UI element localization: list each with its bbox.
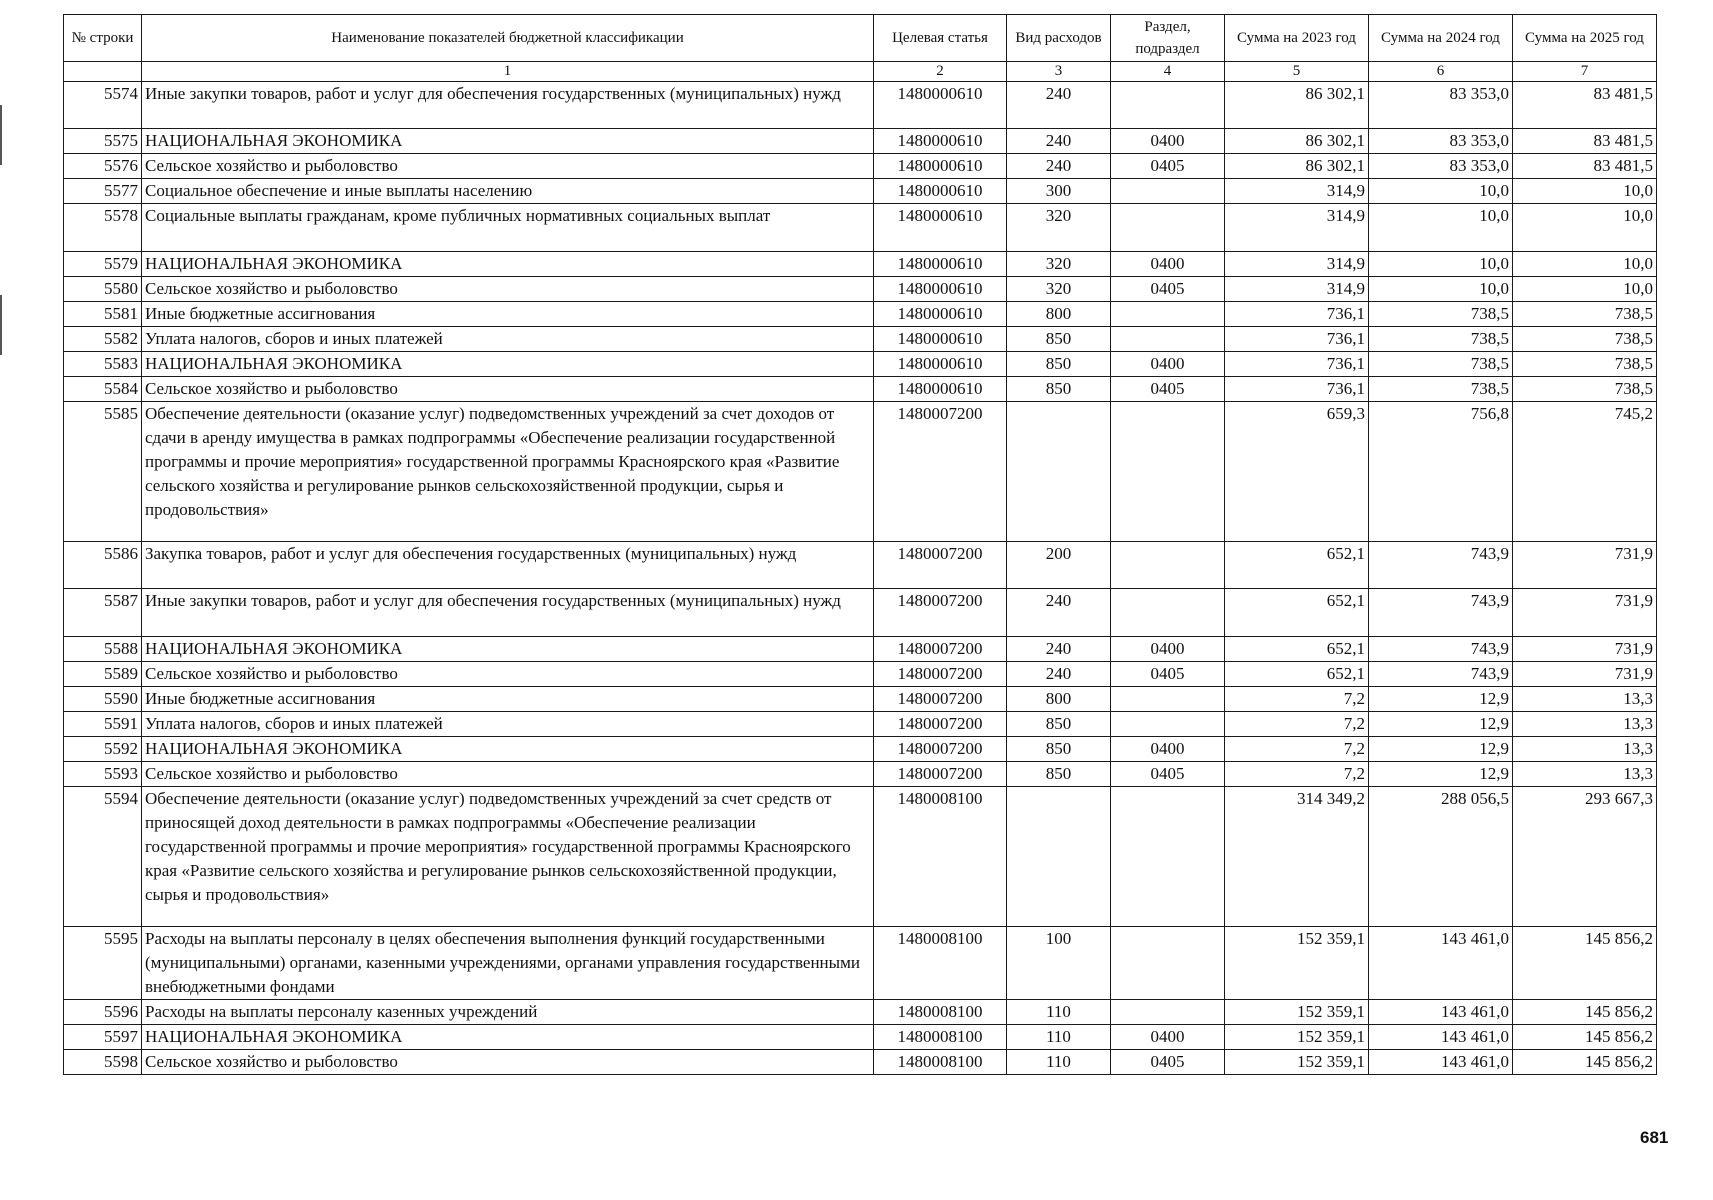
row-number-cell: 5581 [64,301,142,326]
indicator-name-cell: Иные бюджетные ассигнования [142,686,874,711]
expense-kind-cell: 800 [1007,301,1111,326]
column-number: 5 [1225,62,1369,82]
amount-2023-cell: 652,1 [1225,661,1369,686]
column-number: 1 [142,62,874,82]
expense-kind-cell: 300 [1007,179,1111,204]
amount-2023-cell: 86 302,1 [1225,129,1369,154]
amount-2023-cell: 314,9 [1225,204,1369,251]
indicator-name-cell: НАЦИОНАЛЬНАЯ ЭКОНОМИКА [142,351,874,376]
table-row [64,82,1657,129]
expense-kind-cell: 200 [1007,541,1111,588]
amount-2025-cell: 738,5 [1513,301,1657,326]
amount-2025-cell: 145 856,2 [1513,1049,1657,1074]
section-cell [1111,301,1225,326]
indicator-name-cell: Расходы на выплаты персоналу казенных учреждений [142,999,874,1024]
target-article-cell: 1480008100 [874,926,1007,999]
amount-2024-cell: 743,9 [1369,661,1513,686]
amount-2024-cell: 12,9 [1369,736,1513,761]
page-number: 681 [1640,1128,1669,1147]
amount-2025-cell: 10,0 [1513,179,1657,204]
header-section: Раздел, подраздел [1111,15,1225,62]
amount-2024-cell: 738,5 [1369,301,1513,326]
amount-2023-cell: 736,1 [1225,376,1369,401]
table-row [64,301,1657,326]
amount-2025-cell: 145 856,2 [1513,1024,1657,1049]
indicator-name-cell: Расходы на выплаты персоналу в целях обеспечения выполнения функций государственными (муниципальными) органами, казенными учреждениями, органами управления государственными внебюджетными фондами [142,926,874,999]
amount-2024-cell: 10,0 [1369,276,1513,301]
row-number-cell: 5579 [64,251,142,276]
expense-kind-cell: 850 [1007,376,1111,401]
table-row [64,736,1657,761]
column-number: 3 [1007,62,1111,82]
target-article-cell: 1480000610 [874,251,1007,276]
target-article-cell: 1480007200 [874,541,1007,588]
row-number-cell: 5584 [64,376,142,401]
amount-2025-cell: 731,9 [1513,589,1657,636]
row-number-cell: 5583 [64,351,142,376]
amount-2024-cell: 743,9 [1369,541,1513,588]
amount-2023-cell: 736,1 [1225,301,1369,326]
amount-2023-cell: 314,9 [1225,276,1369,301]
expense-kind-cell: 240 [1007,589,1111,636]
table-row [64,589,1657,636]
table-row [64,401,1657,541]
target-article-cell: 1480008100 [874,1049,1007,1074]
amount-2023-cell: 152 359,1 [1225,1049,1369,1074]
row-number-cell: 5585 [64,401,142,541]
table-row [64,686,1657,711]
amount-2023-cell: 736,1 [1225,326,1369,351]
indicator-name-cell: Сельское хозяйство и рыболовство [142,661,874,686]
amount-2024-cell: 143 461,0 [1369,999,1513,1024]
target-article-cell: 1480000610 [874,326,1007,351]
row-number-cell: 5592 [64,736,142,761]
amount-2023-cell: 314,9 [1225,179,1369,204]
table-row [64,204,1657,251]
section-cell: 0405 [1111,1049,1225,1074]
expense-kind-cell: 850 [1007,326,1111,351]
amount-2025-cell: 145 856,2 [1513,926,1657,999]
expense-kind-cell: 110 [1007,1049,1111,1074]
amount-2025-cell: 293 667,3 [1513,786,1657,926]
row-number-cell: 5587 [64,589,142,636]
header-row [64,15,1657,62]
row-number-cell: 5578 [64,204,142,251]
section-cell: 0405 [1111,761,1225,786]
indicator-name-cell: Социальные выплаты гражданам, кроме публичных нормативных социальных выплат [142,204,874,251]
target-article-cell: 1480008100 [874,1024,1007,1049]
section-cell: 0400 [1111,636,1225,661]
target-article-cell: 1480007200 [874,686,1007,711]
amount-2023-cell: 7,2 [1225,686,1369,711]
expense-kind-cell: 240 [1007,154,1111,179]
row-number-cell: 5597 [64,1024,142,1049]
expense-kind-cell: 850 [1007,351,1111,376]
target-article-cell: 1480000610 [874,129,1007,154]
column-number: 7 [1513,62,1657,82]
header-sum-2023: Сумма на 2023 год [1225,15,1369,62]
target-article-cell: 1480000610 [874,376,1007,401]
amount-2024-cell: 756,8 [1369,401,1513,541]
header-sum-2025: Сумма на 2025 год [1513,15,1657,62]
amount-2024-cell: 10,0 [1369,204,1513,251]
section-cell: 0400 [1111,1024,1225,1049]
amount-2025-cell: 738,5 [1513,326,1657,351]
section-cell [1111,999,1225,1024]
amount-2023-cell: 736,1 [1225,351,1369,376]
section-cell: 0405 [1111,376,1225,401]
expense-kind-cell: 240 [1007,661,1111,686]
amount-2024-cell: 83 353,0 [1369,154,1513,179]
header-row-no: № строки [64,15,142,62]
table-row [64,326,1657,351]
table-row [64,276,1657,301]
amount-2024-cell: 738,5 [1369,326,1513,351]
section-cell [1111,82,1225,129]
table-row [64,761,1657,786]
indicator-name-cell: Иные закупки товаров, работ и услуг для обеспечения государственных (муниципальных) нужд [142,82,874,129]
expense-kind-cell: 800 [1007,686,1111,711]
column-number-row [64,62,1657,82]
table-row [64,376,1657,401]
scan-edge-mark [0,295,2,355]
amount-2024-cell: 743,9 [1369,589,1513,636]
column-number: 4 [1111,62,1225,82]
amount-2023-cell: 314 349,2 [1225,786,1369,926]
expense-kind-cell: 850 [1007,736,1111,761]
row-number-cell: 5595 [64,926,142,999]
amount-2025-cell: 731,9 [1513,661,1657,686]
section-cell [1111,589,1225,636]
header-name: Наименование показателей бюджетной классификации [142,15,874,62]
target-article-cell: 1480007200 [874,711,1007,736]
amount-2025-cell: 13,3 [1513,736,1657,761]
target-article-cell: 1480000610 [874,204,1007,251]
section-cell: 0405 [1111,661,1225,686]
indicator-name-cell: НАЦИОНАЛЬНАЯ ЭКОНОМИКА [142,1024,874,1049]
target-article-cell: 1480000610 [874,154,1007,179]
table-row [64,154,1657,179]
row-number-cell: 5590 [64,686,142,711]
target-article-cell: 1480007200 [874,401,1007,541]
expense-kind-cell: 110 [1007,999,1111,1024]
row-number-cell: 5574 [64,82,142,129]
indicator-name-cell: НАЦИОНАЛЬНАЯ ЭКОНОМИКА [142,129,874,154]
indicator-name-cell: Уплата налогов, сборов и иных платежей [142,711,874,736]
amount-2023-cell: 652,1 [1225,541,1369,588]
amount-2025-cell: 10,0 [1513,276,1657,301]
amount-2025-cell: 731,9 [1513,636,1657,661]
table-row [64,636,1657,661]
amount-2024-cell: 10,0 [1369,251,1513,276]
table-row [64,351,1657,376]
indicator-name-cell: Иные бюджетные ассигнования [142,301,874,326]
amount-2024-cell: 288 056,5 [1369,786,1513,926]
column-number: 2 [874,62,1007,82]
amount-2023-cell: 152 359,1 [1225,1024,1369,1049]
amount-2024-cell: 143 461,0 [1369,926,1513,999]
indicator-name-cell: Обеспечение деятельности (оказание услуг) подведомственных учреждений за счет средств от приносящей доход деятельности в рамках подпрограммы «Обеспечение реализации государственной программы и прочие мероприятия» государственной программы Красноярского края «Развитие сельского хозяйства и регулирование рынков сельскохозяйственной продукции, сырья и продовольствия» [142,786,874,926]
amount-2024-cell: 743,9 [1369,636,1513,661]
section-cell: 0400 [1111,129,1225,154]
amount-2024-cell: 10,0 [1369,179,1513,204]
amount-2023-cell: 659,3 [1225,401,1369,541]
target-article-cell: 1480007200 [874,761,1007,786]
section-cell [1111,926,1225,999]
target-article-cell: 1480007200 [874,661,1007,686]
amount-2025-cell: 738,5 [1513,351,1657,376]
row-number-cell: 5588 [64,636,142,661]
expense-kind-cell [1007,786,1111,926]
indicator-name-cell: Обеспечение деятельности (оказание услуг) подведомственных учреждений за счет доходов от сдачи в аренду имущества в рамках подпрограммы «Обеспечение реализации государственной программы и прочие мероприятия» государственной программы Красноярского края «Развитие сельского хозяйства и регулирование рынков сельскохозяйственной продукции, сырья и продовольствия» [142,401,874,541]
expense-kind-cell: 240 [1007,129,1111,154]
section-cell: 0405 [1111,154,1225,179]
amount-2024-cell: 143 461,0 [1369,1049,1513,1074]
row-number-cell: 5580 [64,276,142,301]
row-number-cell: 5591 [64,711,142,736]
amount-2023-cell: 7,2 [1225,711,1369,736]
expense-kind-cell: 240 [1007,636,1111,661]
amount-2025-cell: 738,5 [1513,376,1657,401]
amount-2024-cell: 143 461,0 [1369,1024,1513,1049]
row-number-cell: 5593 [64,761,142,786]
row-number-cell: 5577 [64,179,142,204]
target-article-cell: 1480000610 [874,301,1007,326]
expense-kind-cell: 320 [1007,276,1111,301]
target-article-cell: 1480000610 [874,82,1007,129]
indicator-name-cell: Сельское хозяйство и рыболовство [142,154,874,179]
header-target: Целевая статья [874,15,1007,62]
target-article-cell: 1480007200 [874,736,1007,761]
expense-kind-cell: 320 [1007,204,1111,251]
amount-2025-cell: 745,2 [1513,401,1657,541]
amount-2023-cell: 7,2 [1225,736,1369,761]
expense-kind-cell: 100 [1007,926,1111,999]
amount-2025-cell: 13,3 [1513,711,1657,736]
amount-2025-cell: 10,0 [1513,204,1657,251]
row-number-cell: 5594 [64,786,142,926]
expense-kind-cell: 850 [1007,761,1111,786]
table-row [64,251,1657,276]
indicator-name-cell: Иные закупки товаров, работ и услуг для обеспечения государственных (муниципальных) нужд [142,589,874,636]
amount-2025-cell: 145 856,2 [1513,999,1657,1024]
section-cell: 0405 [1111,276,1225,301]
section-cell [1111,326,1225,351]
indicator-name-cell: НАЦИОНАЛЬНАЯ ЭКОНОМИКА [142,251,874,276]
amount-2024-cell: 12,9 [1369,761,1513,786]
section-cell [1111,179,1225,204]
scan-edge-mark [0,105,2,165]
table-row [64,711,1657,736]
section-cell [1111,711,1225,736]
amount-2023-cell: 152 359,1 [1225,999,1369,1024]
amount-2023-cell: 86 302,1 [1225,154,1369,179]
amount-2025-cell: 83 481,5 [1513,82,1657,129]
row-number-cell: 5576 [64,154,142,179]
row-number-cell: 5598 [64,1049,142,1074]
amount-2024-cell: 738,5 [1369,376,1513,401]
target-article-cell: 1480000610 [874,276,1007,301]
row-number-cell: 5582 [64,326,142,351]
header-kind: Вид расходов [1007,15,1111,62]
table-row [64,926,1657,999]
amount-2025-cell: 13,3 [1513,761,1657,786]
table-row [64,999,1657,1024]
section-cell: 0400 [1111,736,1225,761]
table-row [64,179,1657,204]
target-article-cell: 1480007200 [874,636,1007,661]
target-article-cell: 1480000610 [874,179,1007,204]
target-article-cell: 1480007200 [874,589,1007,636]
indicator-name-cell: Социальное обеспечение и иные выплаты населению [142,179,874,204]
table-row [64,786,1657,926]
header-sum-2024: Сумма на 2024 год [1369,15,1513,62]
table-row [64,1024,1657,1049]
amount-2023-cell: 152 359,1 [1225,926,1369,999]
indicator-name-cell: НАЦИОНАЛЬНАЯ ЭКОНОМИКА [142,736,874,761]
table-row [64,541,1657,588]
indicator-name-cell: Закупка товаров, работ и услуг для обеспечения государственных (муниципальных) нужд [142,541,874,588]
indicator-name-cell: Уплата налогов, сборов и иных платежей [142,326,874,351]
indicator-name-cell: Сельское хозяйство и рыболовство [142,376,874,401]
target-article-cell: 1480000610 [874,351,1007,376]
indicator-name-cell: НАЦИОНАЛЬНАЯ ЭКОНОМИКА [142,636,874,661]
expense-kind-cell: 850 [1007,711,1111,736]
column-number-blank [64,62,142,82]
amount-2024-cell: 83 353,0 [1369,129,1513,154]
row-number-cell: 5589 [64,661,142,686]
amount-2023-cell: 314,9 [1225,251,1369,276]
amount-2025-cell: 731,9 [1513,541,1657,588]
section-cell [1111,204,1225,251]
indicator-name-cell: Сельское хозяйство и рыболовство [142,761,874,786]
amount-2024-cell: 83 353,0 [1369,82,1513,129]
expense-kind-cell: 240 [1007,82,1111,129]
amount-2023-cell: 652,1 [1225,636,1369,661]
row-number-cell: 5575 [64,129,142,154]
section-cell: 0400 [1111,351,1225,376]
section-cell [1111,401,1225,541]
amount-2024-cell: 12,9 [1369,686,1513,711]
amount-2023-cell: 86 302,1 [1225,82,1369,129]
table-row [64,1049,1657,1074]
target-article-cell: 1480008100 [874,999,1007,1024]
amount-2023-cell: 7,2 [1225,761,1369,786]
section-cell [1111,686,1225,711]
table-row [64,661,1657,686]
indicator-name-cell: Сельское хозяйство и рыболовство [142,1049,874,1074]
section-cell [1111,541,1225,588]
row-number-cell: 5596 [64,999,142,1024]
target-article-cell: 1480008100 [874,786,1007,926]
expense-kind-cell: 110 [1007,1024,1111,1049]
amount-2024-cell: 12,9 [1369,711,1513,736]
amount-2024-cell: 738,5 [1369,351,1513,376]
amount-2025-cell: 13,3 [1513,686,1657,711]
amount-2023-cell: 652,1 [1225,589,1369,636]
expense-kind-cell: 320 [1007,251,1111,276]
section-cell [1111,786,1225,926]
budget-sheet [63,14,1656,1075]
table-row [64,129,1657,154]
row-number-cell: 5586 [64,541,142,588]
expense-kind-cell [1007,401,1111,541]
amount-2025-cell: 10,0 [1513,251,1657,276]
section-cell: 0400 [1111,251,1225,276]
amount-2025-cell: 83 481,5 [1513,129,1657,154]
indicator-name-cell: Сельское хозяйство и рыболовство [142,276,874,301]
budget-table [63,14,1657,1075]
column-number: 6 [1369,62,1513,82]
amount-2025-cell: 83 481,5 [1513,154,1657,179]
